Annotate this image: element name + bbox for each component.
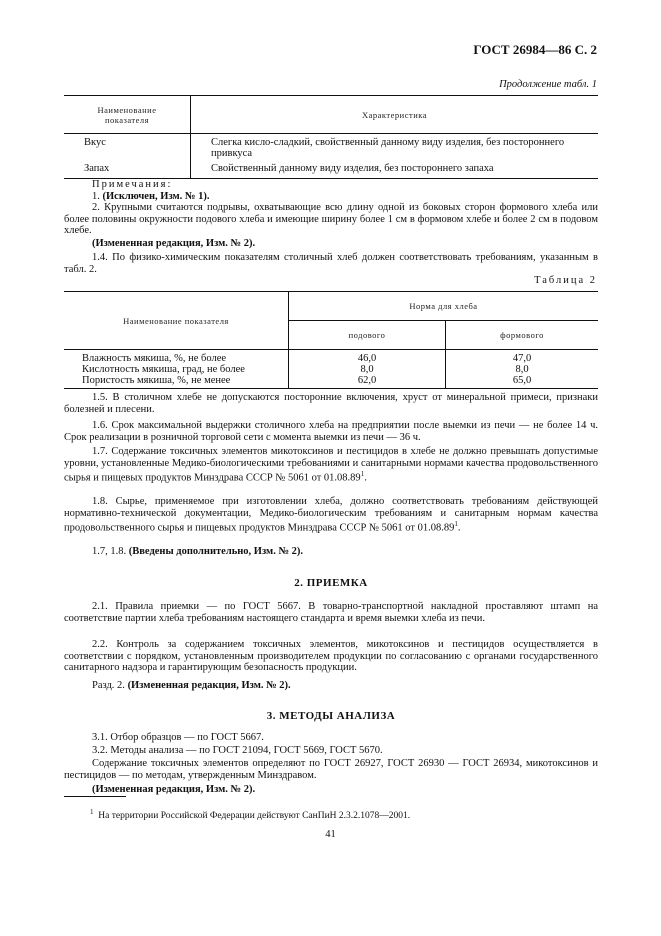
table-row — [64, 375, 598, 389]
table2-cell-v2: 47,0 — [512, 353, 532, 364]
footnote-divider — [64, 796, 126, 797]
table2-cell-v2: 65,0 — [446, 375, 599, 389]
table-row — [64, 364, 598, 375]
table1-cell-name: Запах — [64, 163, 191, 179]
paragraph-1-8: 1.8. Сырье, применяемое при изготовлении хлеба, должно соответствовать требованиям действующей нормативно-технической документации, Медико-биологическим требованиям и санитарным нормам качества продовольственного сырья и пищевых продуктов Минздрава СССР № 5061 от 01.08.89$^1$. — [64, 496, 598, 534]
table1-header-name-line2: показателя — [104, 114, 150, 125]
notes-block — [64, 179, 598, 237]
paragraph-1-7-text: 1.7. Содержание токсичных элементов микотоксинов и пестицидов в хлебе не должно превышать допустимые уровни, установленные Медико-биологическими требованиями и санитарными нормами качества продовольственного сырья и пищевых продуктов Минздрава СССР № 5061 от 01.08.89 — [64, 446, 598, 484]
paragraph-1-7: 1.7. Содержание токсичных элементов микотоксинов и пестицидов в хлебе не должно превышать допустимые уровни, установленные Медико-биологическими требованиями и санитарными нормами качества продовольственного сырья и пищевых продуктов Минздрава СССР № 5061 от 01.08.89$^1$. — [64, 446, 598, 484]
note-1 — [64, 191, 598, 203]
note-1-text: (Исключен, Изм. № 1). — [102, 190, 210, 202]
paragraph-3-1: 3.1. Отбор образцов — по ГОСТ 5667. — [92, 732, 264, 743]
paragraph-3-2: 3.2. Методы анализа — по ГОСТ 21094, ГОСТ 5669, ГОСТ 5670. — [92, 745, 383, 756]
table1-cell-value: Свойственный данному виду изделия, без постороннего запаха — [191, 163, 599, 179]
footnote — [90, 808, 410, 821]
table1-cell-value: Слегка кисло-сладкий, свойственный данному виду изделия, без постороннего привкуса — [211, 137, 565, 159]
table-row — [64, 163, 598, 179]
paragraph-1-6: 1.6. Срок максимальной выдержки столичного хлеба на предприятии после выемки из печи — не более 14 ч. Срок реализации в розничной торговой сети с момента выемки из печи — 36 ч. — [64, 420, 598, 443]
paragraph-1-7-1-8-note — [64, 546, 598, 558]
table2-header-sub2: формового — [446, 321, 599, 350]
table-1 — [64, 95, 598, 179]
table-row — [64, 350, 598, 365]
revision-note-1: (Измененная редакция, Изм. № 2). — [92, 238, 256, 249]
table2-cell-v1: 8,0 — [289, 364, 446, 375]
paragraph-1-5: 1.5. В столичном хлебе не допускаются посторонние включения, хруст от минеральной примеси, признаки болезней и плесени. — [64, 392, 598, 415]
section-2-note-prefix: Разд. 2. — [92, 680, 125, 691]
table-row — [64, 134, 598, 164]
table2-cell-v1: 62,0 — [289, 375, 446, 389]
section-2-note — [64, 680, 598, 692]
note-2: 2. Крупными считаются подрывы, охватывающие всю длину одной из боковых сторон формового хлеба или более половины окружности подового хлеба и имеющие ширину более 1 см в формовом хлебе и более 2 см в подовом хлебе. — [64, 202, 598, 236]
paragraph-1-8-text: 1.8. Сырье, применяемое при изготовлении хлеба, должно соответствовать требованиям действующей нормативно-технической документации, Медико-биологическим требованиям и санитарным нормам качества продовольственного сырья и пищевых продуктов Минздрава СССР № 5061 от 01.08.89 — [64, 496, 598, 534]
table1-header-name — [64, 96, 191, 134]
table-continuation-label: Продолжение табл. 1 — [499, 79, 597, 90]
revision-note-3: (Измененная редакция, Изм. № 2). — [92, 784, 256, 795]
footnote-text: На территории Российской Федерации действуют СанПиН 2.3.2.1078—2001. — [98, 811, 411, 822]
table-2 — [64, 291, 598, 389]
section-2-title: 2. ПРИЕМКА — [294, 577, 368, 589]
notes-title: Примечания: — [92, 179, 173, 190]
note-1-number: 1. — [92, 190, 100, 202]
document-code: ГОСТ 26984—86 С. 2 — [473, 42, 597, 57]
page-number: 41 — [325, 829, 336, 840]
section-3-title: 3. МЕТОДЫ АНАЛИЗА — [266, 710, 396, 722]
table1-header-characteristic: Характеристика — [191, 96, 599, 134]
table2-header-name: Наименование показателя — [64, 292, 289, 350]
paragraph-1-7-1-8-prefix: 1.7, 1.8. — [92, 546, 127, 557]
table2-cell-name: Пористость мякиша, %, не менее — [64, 375, 289, 389]
table2-caption: Таблица 2 — [534, 275, 597, 286]
table2-cell-v2: 8,0 — [515, 364, 529, 375]
paragraph-1-4: 1.4. По физико-химическим показателям столичный хлеб должен соответствовать требованиям, указанным в табл. 2. — [64, 252, 598, 275]
paragraph-1-7-1-8-bold: (Введены дополнительно, Изм. № 2). — [128, 546, 303, 557]
table2-header-sub1: подового — [289, 321, 446, 350]
table2-header-norm: Норма для хлеба — [289, 292, 599, 321]
footnote-marker: 1 — [454, 520, 458, 528]
paragraph-3-2-content: Содержание токсичных элементов определяют по ГОСТ 26927, ГОСТ 26930 — ГОСТ 26934, микотоксинов и пестицидов — по методам, утвержденным Минздравом. — [64, 758, 598, 781]
paragraph-2-1: 2.1. Правила приемки — по ГОСТ 5667. В товарно-транспортной накладной проставляют штамп на соответствие партии хлеба требованиям настоящего стандарта и время выемки хлеба из печи. — [64, 601, 598, 624]
table1-cell-name: Вкус — [64, 134, 191, 164]
paragraph-2-2: 2.2. Контроль за содержанием токсичных элементов, микотоксинов и пестицидов осуществляется в соответствии с порядком, установленным производителем продукции по согласованию с органами государственного санитарного надзора и гарантирующим безопасность продукции. — [64, 639, 598, 673]
footnote-marker: 1 — [90, 808, 94, 816]
table2-cell-v1: 46,0 — [289, 350, 446, 365]
table1-header-name-line1: Наименование — [97, 104, 157, 115]
table2-cell-name: Влажность мякиша, %, не более — [64, 350, 289, 365]
section-2-note-bold: (Измененная редакция, Изм. № 2). — [127, 680, 291, 691]
table2-cell-name: Кислотность мякиша, град, не более — [64, 364, 289, 375]
footnote-marker: 1 — [360, 470, 365, 478]
